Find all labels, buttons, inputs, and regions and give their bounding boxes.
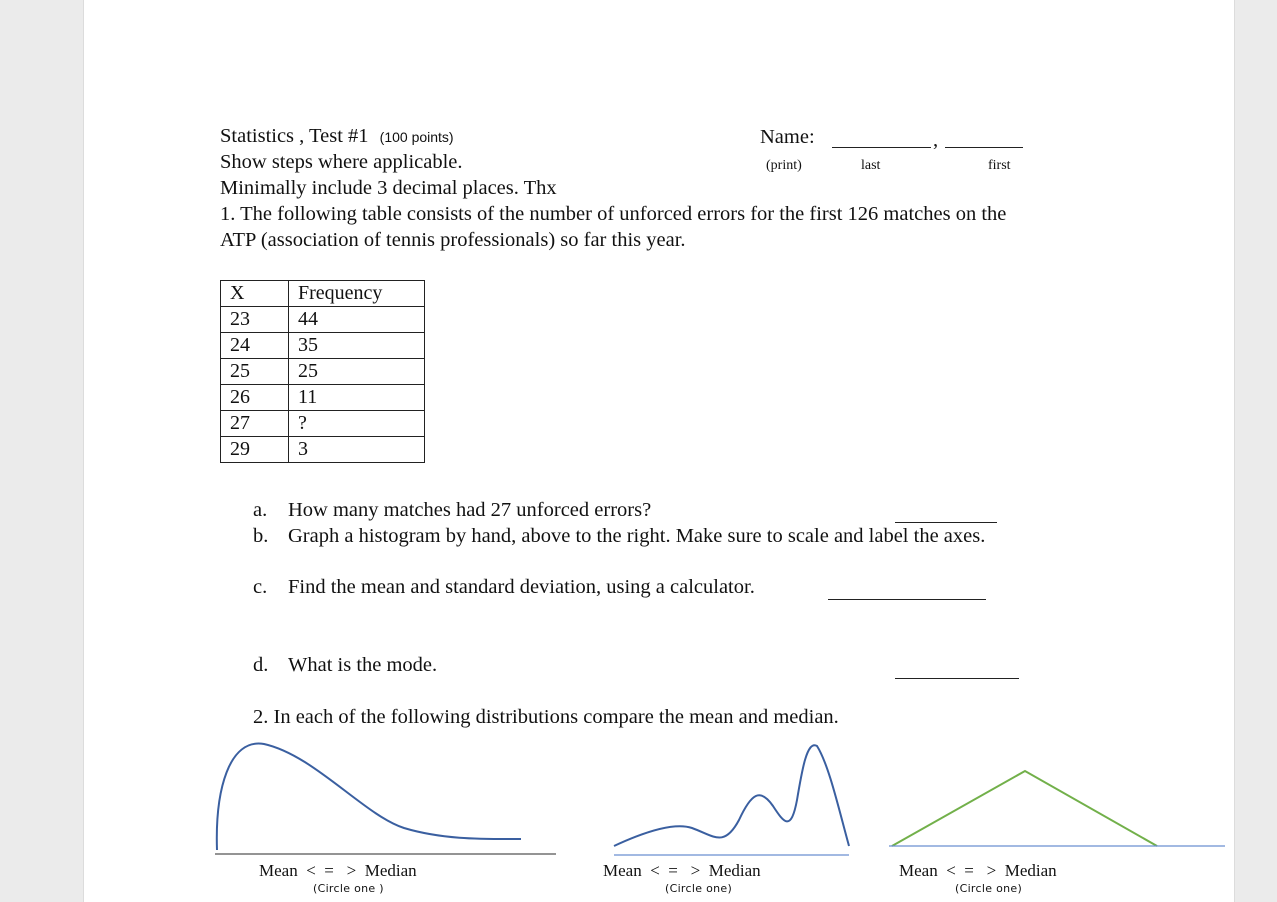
test-title: Statistics , Test #1 (100 points) (220, 125, 454, 147)
frequency-table (220, 280, 425, 463)
table-row (221, 385, 425, 411)
part-b-letter: b. (253, 525, 269, 547)
instructions-steps: Show steps where applicable. (220, 151, 463, 173)
compare-option-3[interactable]: Mean < = > Median (899, 861, 1057, 880)
table-cell-x: 26 (221, 385, 289, 411)
question-1-line-1: 1. The following table consists of the number of unforced errors for the first 126 matches on the (220, 203, 1007, 225)
question-2-text: 2. In each of the following distributions compare the mean and median. (253, 706, 839, 728)
compare-option-1[interactable]: Mean < = > Median (259, 861, 417, 880)
part-d-text: What is the mode. (288, 654, 438, 676)
table-cell-x: 23 (221, 307, 289, 333)
table-header-frequency: Frequency (289, 281, 425, 307)
circle-one-note-1: (Circle one ) (313, 882, 384, 895)
part-d-letter: d. (253, 654, 269, 676)
table-row (221, 307, 425, 333)
table-header-row (221, 281, 425, 307)
part-c-answer-blank[interactable] (828, 599, 986, 600)
question-1-line-2: ATP (association of tennis professionals) so far this year. (220, 229, 686, 251)
instructions-decimals: Minimally include 3 decimal places. Thx (220, 177, 557, 199)
table-cell-frequency: 44 (289, 307, 425, 333)
compare-option-2[interactable]: Mean < = > Median (603, 861, 761, 880)
first-label: first (988, 158, 1011, 173)
table-cell-frequency: 35 (289, 333, 425, 359)
points-label: (100 points) (379, 129, 454, 145)
right-skewed-curve (217, 744, 521, 850)
part-d-answer-blank[interactable] (895, 678, 1019, 679)
part-a-letter: a. (253, 499, 268, 521)
table-row (221, 333, 425, 359)
table-header-x: X (221, 281, 289, 307)
part-c-text: Find the mean and standard deviation, using a calculator. (288, 576, 755, 598)
table-row (221, 359, 425, 385)
print-label: (print) (766, 158, 802, 173)
table-cell-x: 24 (221, 333, 289, 359)
part-a-text: How many matches had 27 unforced errors? (288, 499, 652, 521)
left-skewed-curve (614, 745, 849, 846)
symmetric-triangle (892, 771, 1157, 846)
table-cell-frequency: 25 (289, 359, 425, 385)
part-b-text: Graph a histogram by hand, above to the right. Make sure to scale and label the axes. (288, 525, 986, 547)
table-cell-frequency: 3 (289, 437, 425, 463)
table-cell-x: 25 (221, 359, 289, 385)
name-label: Name: (760, 126, 815, 148)
last-name-blank[interactable] (832, 147, 931, 148)
first-name-blank[interactable] (945, 147, 1023, 148)
name-comma: , (933, 129, 939, 151)
table-row (221, 411, 425, 437)
table-cell-x: 27 (221, 411, 289, 437)
table-cell-frequency: 11 (289, 385, 425, 411)
part-c-letter: c. (253, 576, 268, 598)
table-row (221, 437, 425, 463)
part-a-answer-blank[interactable] (895, 522, 997, 523)
last-label: last (861, 158, 881, 173)
table-cell-frequency: ? (289, 411, 425, 437)
circle-one-note-2: (Circle one) (665, 882, 733, 895)
circle-one-note-3: (Circle one) (955, 882, 1023, 895)
document-page (83, 0, 1235, 902)
table-cell-x: 29 (221, 437, 289, 463)
